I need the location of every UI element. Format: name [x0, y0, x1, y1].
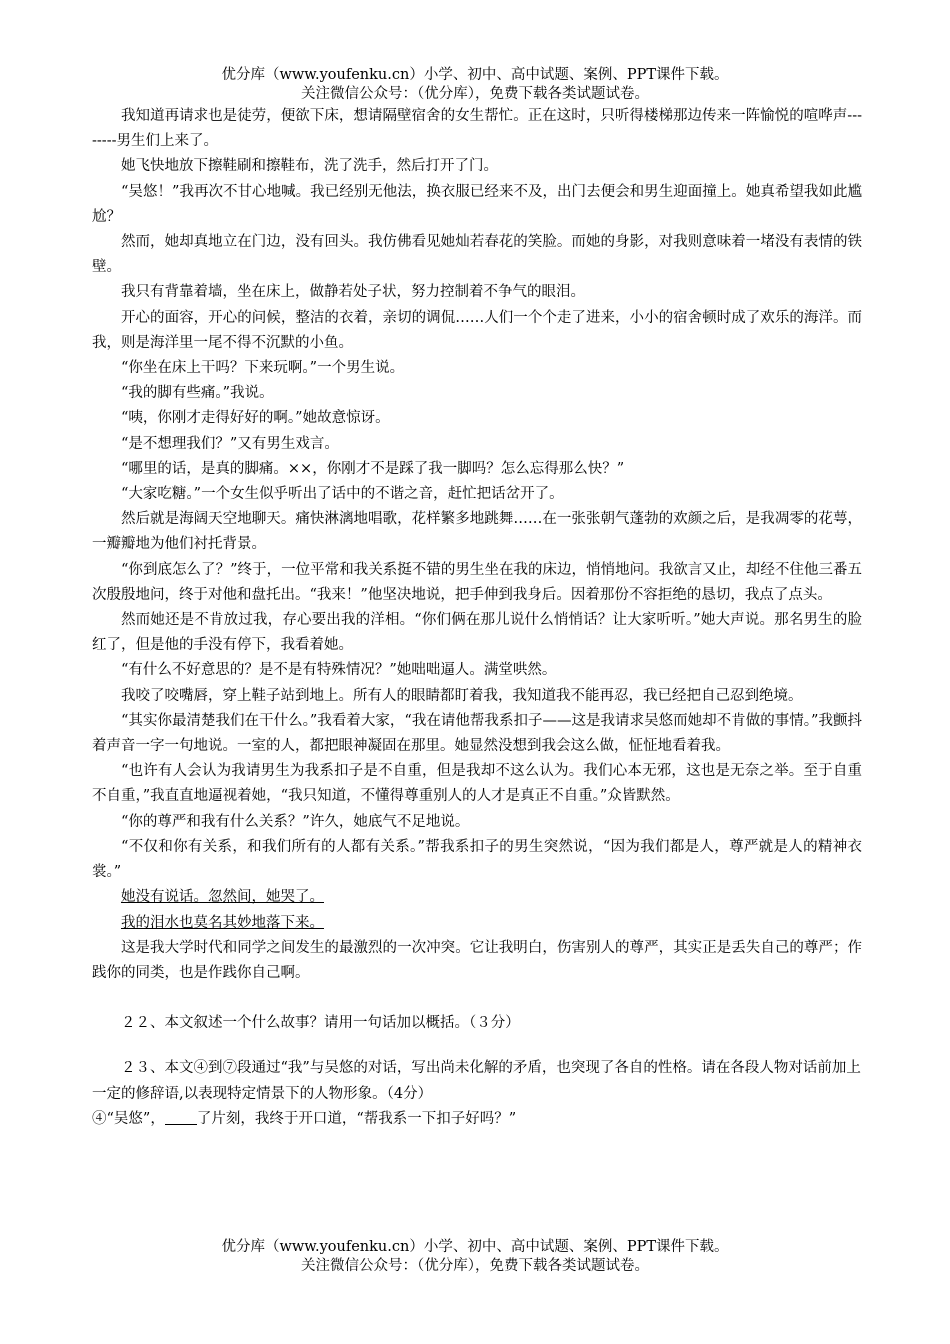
paragraph: 开心的面容，开心的问候，整洁的衣着，亲切的调侃……人们一个个走了进来，小小的宿舍顿时成了欢乐的海洋。而我，则是海洋里一尾不得不沉默的小鱼。 [92, 309, 862, 351]
q23-item-suffix: 了片刻，我终于开口道，“帮我系一下扣子好吗？” [196, 1110, 517, 1127]
closing-paragraph: 这是我大学时代和同学之间发生的最激烈的一次冲突。它让我明白，伤害别人的尊严，其实正是丢失自己的尊严；作践你的同类，也是作践你自己啊。 [92, 939, 862, 981]
underlined-text: 我的泪水也莫名其妙地落下来。 [121, 914, 324, 931]
paragraph: “咦，你刚才走得好好的啊。”她故意惊讶。 [121, 410, 390, 427]
paragraph: “吴悠！”我再次不甘心地喊。我已经别无他法，换衣服已经来不及，出门去便会和男生迎面撞上。她真希望我如此尴尬？ [92, 183, 862, 225]
paragraph: “有什么不好意思的？是不是有特殊情况？”她咄咄逼人。满堂哄然。 [121, 662, 557, 679]
paragraph: “不仅和你有关系，和我们所有的人都有关系。”帮我系扣子的男生突然说，“因为我们都是人，尊严就是人的精神衣裳。” [92, 838, 862, 881]
question-23-item-4 [92, 1107, 862, 1132]
story-body [92, 104, 862, 1132]
answer-space [92, 1036, 862, 1056]
paragraph: 我只有背靠着墙，坐在床上，做静若处子状，努力控制着不争气的眼泪。 [121, 284, 585, 301]
underlined-sentence [92, 911, 862, 936]
paragraph: 她飞快地放下擦鞋刷和擦鞋布，洗了洗手，然后打开了门。 [121, 158, 498, 175]
paragraph: “哪里的话，是真的脚痛。××，你刚才不是踩了我一脚吗？怎么忘得那么快？” [121, 460, 625, 477]
fill-in-blank[interactable] [165, 1110, 197, 1125]
header-line-1: 优分库（www.youfenku.cn）小学、初中、高中试题、案例、PPT课件下载。 [221, 67, 729, 83]
paragraph: “是不想理我们？”又有男生戏言。 [121, 435, 339, 452]
page-header [0, 66, 950, 104]
paragraph: “其实你最清楚我们在干什么。”我看着大家，“我在请他帮我系扣子——这是我请求吴悠而她却不肯做的事情。”我颤抖着声音一字一句地说。一室的人，都把眼神凝固在那里。她显然没想到我会这么做，怔怔地看着我。 [92, 712, 862, 755]
underlined-sentence [92, 885, 862, 910]
paragraph: “我的脚有些痛。”我说。 [121, 385, 274, 402]
footer-line-1: 优分库（www.youfenku.cn）小学、初中、高中试题、案例、PPT课件下载。 [221, 1239, 729, 1255]
paragraph: “你到底怎么了？”终于，一位平常和我关系挺不错的男生坐在我的床边，悄悄地问。我欲言又止，却经不住他三番五次殷殷地问，终于对他和盘托出。“我来！”他坚决地说，把手伸到我身后。因着那份不容拒绝的恳切，我点了点头。 [92, 561, 862, 603]
paragraph: “你的尊严和我有什么关系？”许久，她底气不足地说。 [121, 813, 470, 830]
paragraph: “也许有人会认为我请男生为我系扣子是不自重，但是我却不这么认为。我们心本无邪，这也是无奈之举。至于自重不自重，”我直直地逼视着她，“我只知道，不懂得尊重别人的人才是真正不自重。”众皆默然。 [92, 763, 862, 805]
paragraph: 然而她还是不肯放过我，存心要出我的洋相。“你们俩在那儿说什么悄悄话？让大家听听。”她大声说。那名男生的脸红了，但是他的手没有停下，我看着她。 [92, 612, 862, 654]
paragraph: 我知道再请求也是徒劳，便欲下床，想请隔壁宿舍的女生帮忙。正在这时，只听得楼梯那边传来一阵愉悦的喧哗声--------男生们上来了。 [92, 108, 862, 150]
paragraph: “大家吃糖。”一个女生似乎听出了话中的不谐之音，赶忙把话岔开了。 [121, 486, 564, 503]
footer-line-2: 关注微信公众号：（优分库），免费下载各类试题试卷。 [301, 1258, 649, 1274]
page-footer [0, 1238, 950, 1276]
paragraph: 然而，她却真地立在门边，没有回头。我仿佛看见她灿若春花的笑脸。而她的身影，对我则意味着一堵没有表情的铁壁。 [92, 234, 862, 276]
paragraph: 然后就是海阔天空地聊天。痛快淋漓地唱歌，花样繁多地跳舞……在一张张朝气蓬勃的欢颜之后，是我凋零的花萼，一瓣瓣地为他们衬托背景。 [92, 511, 862, 553]
paragraph: “你坐在床上干吗？下来玩啊。”一个男生说。 [121, 360, 405, 377]
q23-item-prefix: ④“吴悠”， [92, 1110, 165, 1127]
spacer [92, 986, 862, 1011]
header-line-2: 关注微信公众号：（优分库），免费下载各类试题试卷。 [301, 86, 649, 102]
paragraph: 我咬了咬嘴唇，穿上鞋子站到地上。所有人的眼睛都盯着我，我知道我不能再忍，我已经把自己忍到绝境。 [121, 687, 803, 704]
question-23: ２３、本文④到⑦段通过“我”与吴悠的对话，写出尚未化解的矛盾，也突现了各自的性格。请在各段人物对话前加上一定的修辞语,以表现特定情景下的人物形象。（4分） [92, 1060, 861, 1102]
question-22: ２２、本文叙述一个什么故事？请用一句话加以概括。（３分） [121, 1015, 520, 1032]
underlined-text: 她没有说话。忽然间，她哭了。 [121, 889, 324, 906]
